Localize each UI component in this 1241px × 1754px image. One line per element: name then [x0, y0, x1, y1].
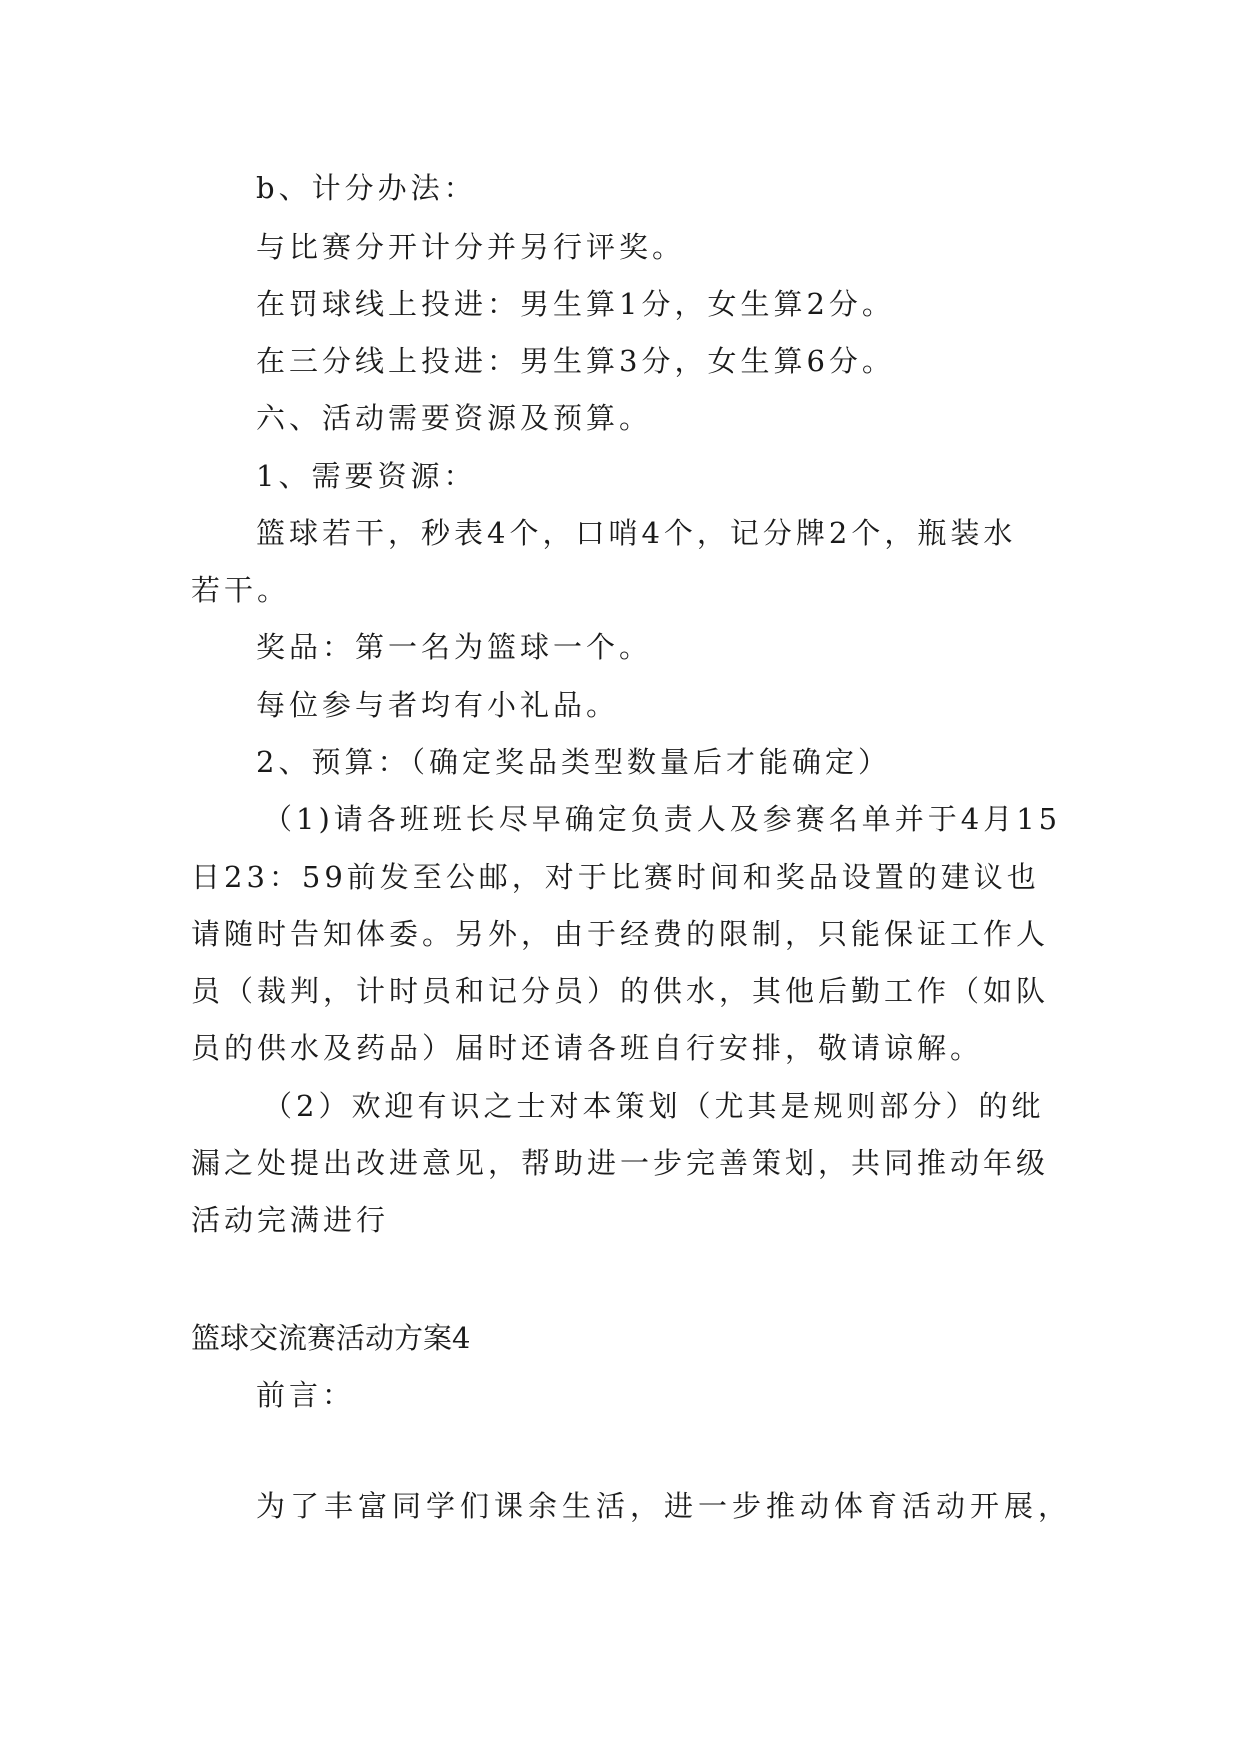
text-line: 在三分线上投进：男生算3分，女生算6分。 — [256, 344, 895, 378]
text-line: b、计分办法： — [256, 171, 477, 205]
text-line: 日23：59前发至公邮，对于比赛时间和奖品设置的建议也 — [191, 860, 1040, 894]
text-line: 奖品：第一名为篮球一个。 — [256, 630, 653, 664]
text-line: 员（裁判，计时员和记分员）的供水，其他后勤工作（如队 — [191, 974, 1050, 1008]
text-line: 请随时告知体委。另外，由于经费的限制，只能保证工作人 — [191, 917, 1050, 951]
document-title: 篮球交流赛活动方案4 — [191, 1321, 471, 1355]
text-line: 活动完满进行 — [191, 1203, 390, 1237]
section-heading: 六、活动需要资源及预算。 — [256, 401, 653, 435]
text-line: 每位参与者均有小礼品。 — [256, 688, 620, 722]
text-line: 若干。 — [191, 573, 291, 607]
text-line: 为了丰富同学们课余生活，进一步推动体育活动开展， — [256, 1489, 1073, 1523]
text-line: 漏之处提出改进意见，帮助进一步完善策划，共同推动年级 — [191, 1146, 1050, 1180]
text-line: （2）欢迎有识之士对本策划（尤其是规则部分）的纰 — [263, 1089, 1045, 1123]
subsection-heading: 1、需要资源： — [256, 459, 477, 493]
text-line: 与比赛分开计分并另行评奖。 — [256, 230, 686, 264]
text-line: 员的供水及药品）届时还请各班自行安排，敬请谅解。 — [191, 1031, 984, 1065]
subsection-heading: 2、预算：（确定奖品类型数量后才能确定） — [256, 745, 891, 779]
text-line: 前言： — [256, 1378, 356, 1412]
text-line: 在罚球线上投进：男生算1分，女生算2分。 — [256, 287, 895, 321]
text-line: （1)请各班班长尽早确定负责人及参赛名单并于4月15 — [263, 802, 1062, 836]
text-line: 篮球若干，秒表4个，口哨4个，记分牌2个，瓶装水 — [256, 516, 1017, 550]
